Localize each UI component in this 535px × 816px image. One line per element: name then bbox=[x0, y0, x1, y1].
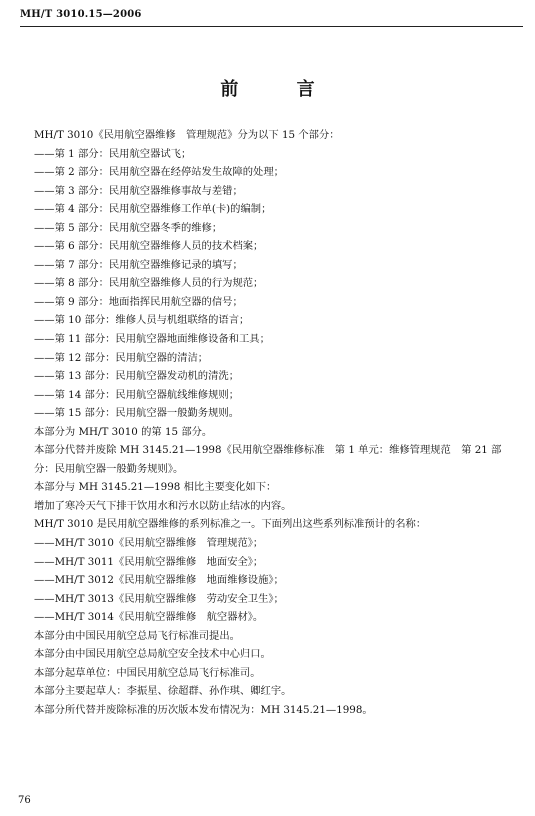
paragraph: MH/T 3010《民用航空器维修 管理规范》分为以下 15 个部分： bbox=[34, 129, 340, 141]
paragraph: MH/T 3010 是民用航空器维修的系列标准之一。下面列出这些系列标准预计的名称： bbox=[34, 518, 427, 531]
paragraph: 本部分与 MH 3145.21—1998 相比主要变化如下： bbox=[34, 481, 277, 494]
list-item: ——第 3 部分：民用航空器维修事故与差错； bbox=[34, 184, 243, 197]
list-item: ——第 15 部分：民用航空器一般勤务规则。 bbox=[34, 407, 239, 420]
list-item: ——第 9 部分：地面指挥民用航空器的信号； bbox=[34, 295, 243, 308]
list-item: ——第 10 部分：维修人员与机组联络的语言； bbox=[34, 314, 250, 327]
page-title: 前 言 bbox=[220, 79, 341, 100]
header-rule bbox=[20, 26, 523, 27]
paragraph: 本部分由中国民用航空总局航空安全技术中心归口。 bbox=[34, 648, 271, 661]
paragraph: 本部分起草单位：中国民用航空总局飞行标准司。 bbox=[34, 666, 261, 679]
list-item: ——第 2 部分：民用航空器在经停站发生故障的处理； bbox=[34, 166, 284, 179]
page-number: 76 bbox=[18, 795, 31, 806]
paragraph: 本部分所代替并废除标准的历次版本发布情况为：MH 3145.21—1998。 bbox=[34, 703, 373, 716]
list-item: ——MH/T 3012《民用航空器维修 地面维修设施》； bbox=[34, 574, 284, 587]
list-item: ——MH/T 3011《民用航空器维修 地面安全》； bbox=[34, 555, 264, 568]
document-code-header: MH/T 3010.15—2006 bbox=[20, 9, 142, 20]
list-item: ——第 12 部分：民用航空器的清洁； bbox=[34, 351, 209, 364]
list-item: ——MH/T 3013《民用航空器维修 劳动安全卫生》； bbox=[34, 592, 284, 605]
list-item: ——第 11 部分：民用航空器地面维修设备和工具； bbox=[34, 333, 270, 346]
list-item: ——第 7 部分：民用航空器维修记录的填写； bbox=[34, 258, 243, 271]
document-body bbox=[22, 126, 509, 720]
list-item: ——第 4 部分：民用航空器维修工作单(卡)的编制； bbox=[34, 203, 272, 216]
list-item: ——MH/T 3014《民用航空器维修 航空器材》。 bbox=[34, 611, 264, 624]
list-item: ——第 8 部分：民用航空器维修人员的行为规范； bbox=[34, 277, 264, 290]
list-item: ——第 1 部分：民用航空器试飞； bbox=[34, 147, 192, 160]
paragraph: 本部分为 MH/T 3010 的第 15 部分。 bbox=[34, 425, 213, 438]
list-item: ——第 6 部分：民用航空器维修人员的技术档案； bbox=[34, 240, 264, 253]
list-item: ——第 5 部分：民用航空器冬季的维修； bbox=[34, 221, 223, 234]
list-item: ——第 14 部分：民用航空器航线维修规则； bbox=[34, 388, 239, 401]
paragraph: 增加了寒冷天气下排干饮用水和污水以防止结冰的内容。 bbox=[34, 499, 292, 512]
paragraph: 本部分主要起草人：李振星、徐超群、孙作琪、卿红宇。 bbox=[34, 685, 292, 698]
paragraph: 本部分由中国民用航空总局飞行标准司提出。 bbox=[34, 629, 240, 642]
list-item: ——MH/T 3010《民用航空器维修 管理规范》； bbox=[34, 537, 264, 550]
paragraph: 本部分代替并废除 MH 3145.21—1998《民用航空器维修标准 第 1 单元：维修管理规范 第 21 部分：民用航空器一般勤务规则》。 bbox=[34, 444, 502, 475]
list-item: ——第 13 部分：民用航空器发动机的清洗； bbox=[34, 370, 239, 383]
